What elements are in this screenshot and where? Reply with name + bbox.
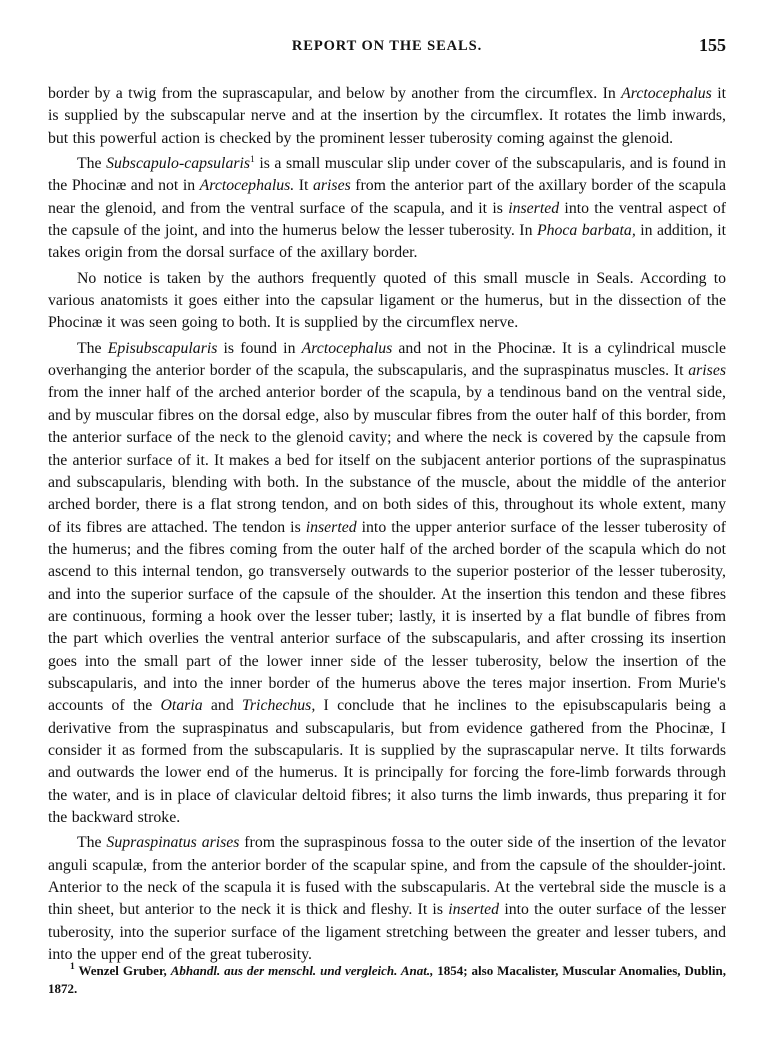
italic-term: Episubscapularis bbox=[107, 339, 218, 357]
text-run: border by a twig from the suprascapular, and below by another from the circumflex. In bbox=[48, 85, 622, 102]
running-header bbox=[48, 35, 726, 62]
footnote-marker: 1 bbox=[70, 962, 75, 972]
paragraph-infraspinatus-continued bbox=[48, 83, 726, 150]
italic-term: arises bbox=[312, 177, 351, 195]
italic-term: Supraspinatus arises bbox=[106, 834, 240, 852]
text-run: The bbox=[77, 834, 107, 852]
text-run: Wenzel Gruber, bbox=[74, 963, 171, 978]
italic-term: Otaria bbox=[160, 697, 203, 715]
text-run: I conclude that he inclines to the episubscapularis being a derivative from the supraspinatus and subscapularis, but from evidence gathered from the Phocinæ, I consider it as formed from the subscapularis. It is supplied by the suprascapular nerve. It tilts forwards and outwards the lower end of the humerus. It is principally for forcing the fore-limb forwards through the water, and is in place of clavicular deltoid fibres; it also turns the limb inwards, thus preparing it for the backward stroke. bbox=[48, 697, 726, 826]
italic-term: Subscapulo-capsularis bbox=[106, 155, 251, 173]
text-run: 1854; also Macalister, Muscular Anomalies, Dublin, 1872. bbox=[48, 963, 726, 996]
paragraph-subscapulo-capsularis-notes bbox=[48, 268, 726, 335]
paragraph-subscapulo-capsularis bbox=[48, 153, 726, 265]
text-run: is a small muscular slip under cover of the subscapularis, and is found in the Phocinæ and not in bbox=[48, 155, 726, 195]
text-run: and not in the Phocinæ. It is a cylindrical muscle overhanging the anterior border of the scapula, the subscapularis, and the supraspinatus muscles. It bbox=[48, 339, 726, 380]
text-run: from the inner half of the arched anterior border of the scapula, by a tendinous band on the ventral side, and by muscular fibres on the dorsal edge, also by muscular fibres from the outer half of this border, from the anterior surface of the neck to the glenoid cavity; and where the neck is covered by the capsule from the anterior surface of it. It makes a bed for itself on the subjacent anterior portions of the supraspinatus and subscapularis, blending with both. In the substance of the muscle, about the middle of the anterior arched border, there is a flat strong tendon, and on both sides of this, throughout its whole extent, many of its fibres are attached. The tendon is bbox=[48, 384, 726, 536]
text-run: in addition, it takes origin from the dorsal surface of the axillary border. bbox=[48, 222, 726, 262]
text-run: from the anterior part of the axillary border of the scapula near the glenoid, and from the ventral surface of the scapula, and it is bbox=[48, 177, 726, 217]
body-text bbox=[48, 83, 726, 966]
text-run: The bbox=[77, 155, 107, 173]
text-run: into the ventral aspect of the capsule of the joint, and into the humerus below the lesser tuberosity. In bbox=[48, 199, 726, 240]
text-run: from the supraspinous fossa to the outer side of the insertion of the levator anguli scapulæ, from the anterior border of the scapular spine, and from the capsule of the shoulder-joint. Anterior to the neck of the scapula it is fused with the subscapularis. At the vertebral side the muscle is a thin sheet, but anterior to the neck it is thick and fleshy. It is bbox=[48, 834, 726, 919]
page-number: 155 bbox=[699, 35, 726, 55]
italic-term: inserted bbox=[508, 199, 560, 217]
text-run: No notice is taken by the authors frequently quoted of this small muscle in Seals. According to various anatomists it goes either into the capsular ligament or the humerus, but in the dissection of the Phocinæ it was seen going to both. It is supplied by the circumflex nerve. bbox=[48, 269, 726, 332]
paragraph-supraspinatus bbox=[48, 832, 726, 966]
italic-term: Abhandl. aus der menschl. und vergleich. Anat., bbox=[170, 963, 434, 978]
footnotes bbox=[48, 962, 726, 998]
italic-term: Arctocephalus bbox=[621, 85, 712, 102]
running-head-title: REPORT ON THE SEALS. bbox=[291, 38, 483, 54]
italic-term: Trichechus, bbox=[242, 697, 316, 715]
text-run: into the upper anterior surface of the lesser tuberosity of the humerus; and the fibres coming from the outer half of the arched border of the scapula which do not ascend to this internal tendon, go transversely outwards to the superior posterior of the lesser tuberosity, and into the superior surface of the capsule of the shoulder. At the insertion this tendon and these fibres are continuous, forming a hook over the lesser tuber; lastly, it is inserted by a flat bundle of fibres from the part which overlies the ventral anterior surface of the subscapularis, and after crossing its insertion goes into the small part of the lower inner side of the lesser tuberosity, below the insertion of the subscapularis, and into the inner border of the humerus above the teres major insertion. From Murie's accounts of the bbox=[48, 518, 726, 715]
italic-term: inserted bbox=[305, 518, 357, 536]
footnote-1 bbox=[48, 962, 726, 998]
italic-term: Phoca barbata, bbox=[536, 222, 636, 240]
text-run: It bbox=[294, 177, 313, 195]
text-run: is found in bbox=[217, 339, 302, 357]
text-run: it is supplied by the subscapular nerve and at the insertion by the circumflex. It rotates the limb inwards, but this powerful action is checked by the prominent lesser tuberosity coming against the glenoid. bbox=[48, 85, 726, 147]
italic-term: Arctocephalus bbox=[301, 339, 393, 357]
footnote-marker: 1 bbox=[250, 155, 255, 166]
text-run: The bbox=[77, 339, 108, 357]
italic-term: Arctocephalus. bbox=[199, 177, 295, 195]
italic-term: inserted bbox=[448, 901, 500, 919]
italic-term: arises bbox=[688, 362, 726, 380]
text-run: into the outer surface of the lesser tuberosity, into the superior surface of the ligament stretching between the greater and lesser tubers, and into the upper end of the great tuberosity. bbox=[48, 901, 726, 964]
text-run: and bbox=[202, 697, 242, 715]
paragraph-episubscapularis bbox=[48, 338, 726, 830]
